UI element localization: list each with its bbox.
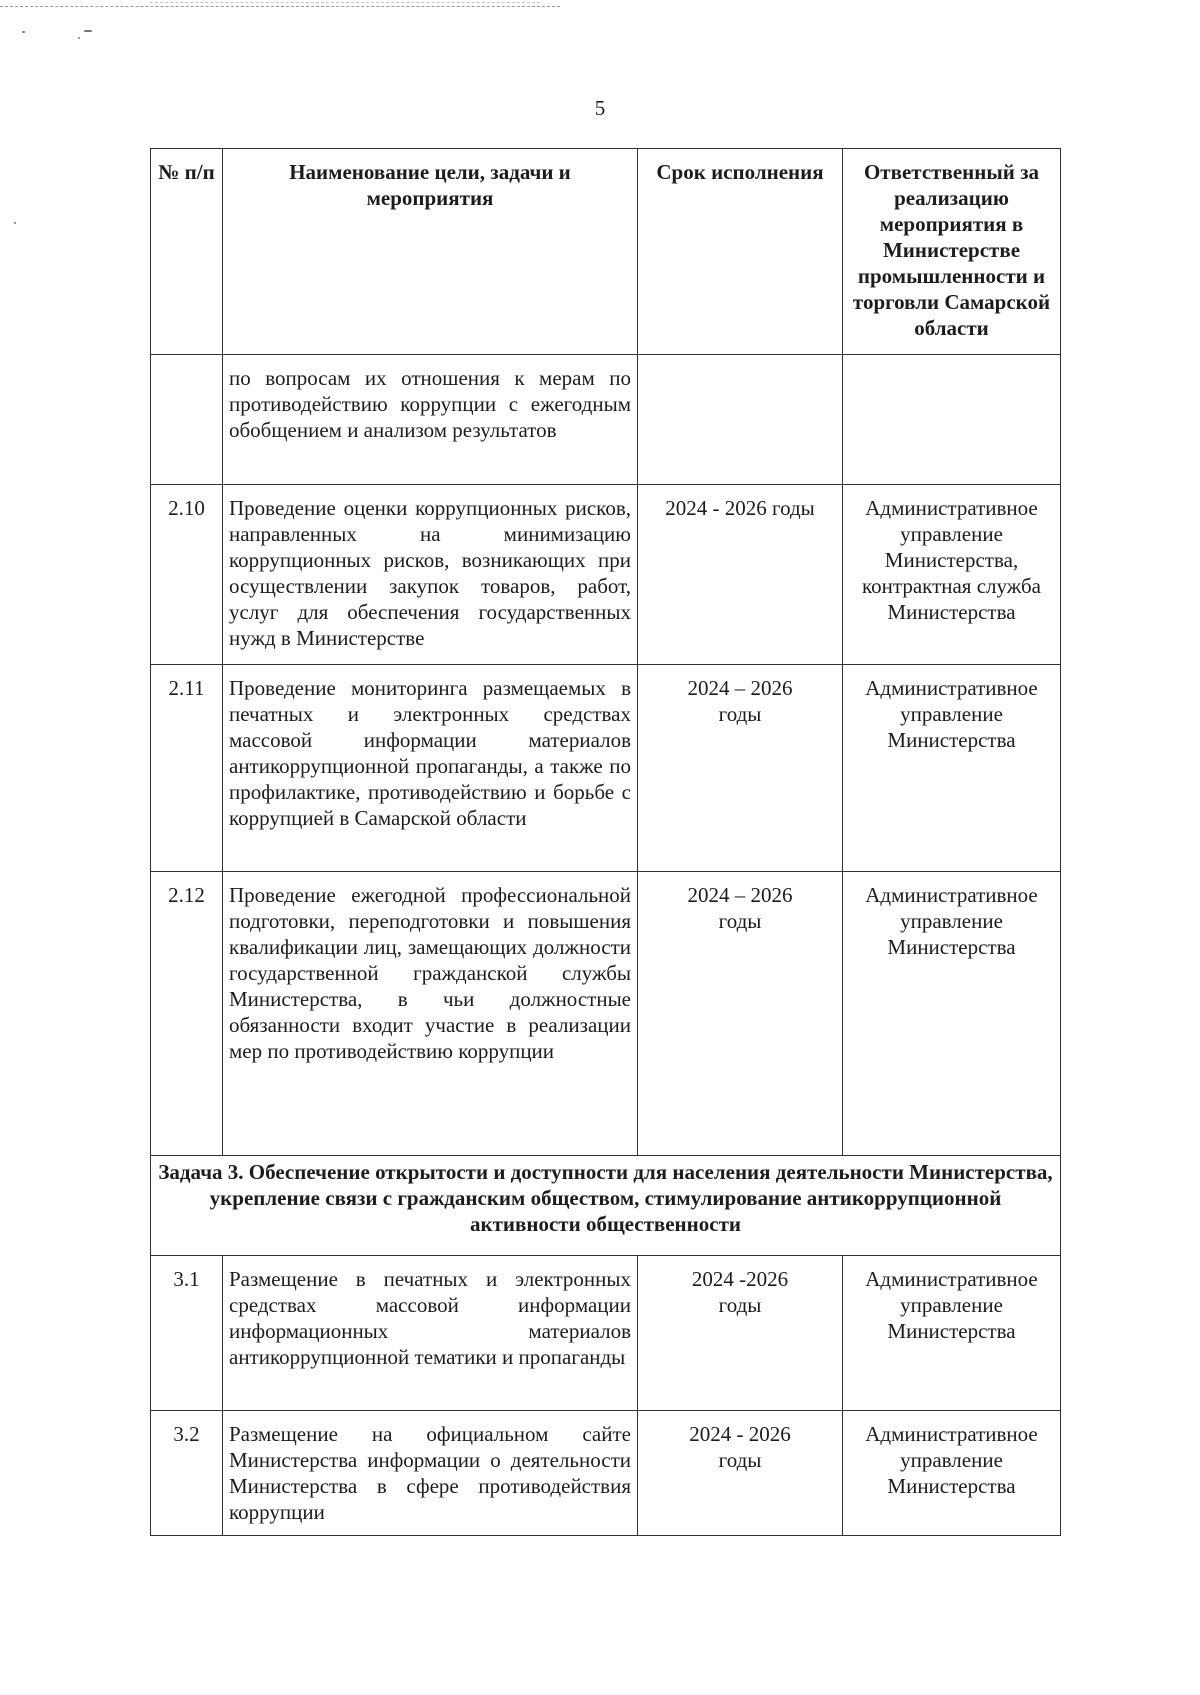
page-number: 5 — [594, 96, 606, 120]
scan-artifact-line — [150, 2, 540, 3]
row-number: 2.12 — [151, 872, 223, 1156]
row-responsible: Административное управление Министерства, контрактная служба Министерства — [843, 485, 1061, 665]
row-responsible — [843, 355, 1061, 485]
scan-speck — [22, 31, 25, 33]
task-heading-row — [151, 1156, 1061, 1256]
row-name: Проведение мониторинга размещаемых в печатных и электронных средствах массовой информации материалов антикоррупционной пропаганды, а также по профилактике, противодействию и борьбе с коррупцией в Самарской области — [223, 665, 638, 872]
row-name: Размещение в печатных и электронных средствах массовой информации информационных материалов антикоррупционной тематики и пропаганды — [223, 1256, 638, 1411]
row-responsible: Административное управление Министерства — [843, 1411, 1061, 1536]
row-deadline: 2024 -2026 годы — [638, 1256, 843, 1411]
header-responsible: Ответственный за реализацию мероприятия в Министерстве промышленности и торговли Самарской области — [843, 149, 1061, 355]
row-deadline: 2024 – 2026 годы — [638, 872, 843, 1156]
row-deadline — [638, 355, 843, 485]
header-number: № п/п — [151, 149, 223, 355]
row-responsible: Административное управление Министерства — [843, 872, 1061, 1156]
task-3-heading: Задача 3. Обеспечение открытости и доступности для населения деятельности Министерства, укрепление связи с гражданским обществом, стимулирование антикоррупционной активности общественности — [151, 1156, 1061, 1256]
table-header-row — [151, 149, 1061, 355]
table-row — [151, 872, 1061, 1156]
table-row — [151, 485, 1061, 665]
row-deadline: 2024 - 2026 годы — [638, 1411, 843, 1536]
row-name: Размещение на официальном сайте Министерства информации о деятельности Министерства в сфере противодействия коррупции — [223, 1411, 638, 1536]
row-responsible: Административное управление Министерства — [843, 665, 1061, 872]
row-deadline: 2024 – 2026 годы — [638, 665, 843, 872]
scan-speck — [78, 37, 80, 39]
row-number: 3.2 — [151, 1411, 223, 1536]
row-name: Проведение ежегодной профессиональной подготовки, переподготовки и повышения квалификации лиц, замещающих должности государственной гражданской службы Министерства, в чьи должностные обязанности входит участие в реализации мер по противодействию коррупции — [223, 872, 638, 1156]
row-name: по вопросам их отношения к мерам по противодействию коррупции с ежегодным обобщением и анализом результатов — [223, 355, 638, 485]
scan-speck — [14, 222, 16, 224]
row-number: 3.1 — [151, 1256, 223, 1411]
action-plan-table — [150, 148, 1061, 1536]
scan-artifact-line — [0, 6, 560, 7]
table-row — [151, 1411, 1061, 1536]
table-row — [151, 1256, 1061, 1411]
row-number: 2.10 — [151, 485, 223, 665]
row-responsible: Административное управление Министерства — [843, 1256, 1061, 1411]
row-name: Проведение оценки коррупционных рисков, направленных на минимизацию коррупционных рисков, возникающих при осуществлении закупок товаров, работ, услуг для обеспечения государственных нужд в Министерстве — [223, 485, 638, 665]
row-number: 2.11 — [151, 665, 223, 872]
scan-speck — [84, 30, 92, 32]
table-row — [151, 355, 1061, 485]
header-name: Наименование цели, задачи и мероприятия — [223, 149, 638, 355]
row-number — [151, 355, 223, 485]
header-deadline: Срок исполнения — [638, 149, 843, 355]
row-deadline: 2024 - 2026 годы — [638, 485, 843, 665]
table-row — [151, 665, 1061, 872]
